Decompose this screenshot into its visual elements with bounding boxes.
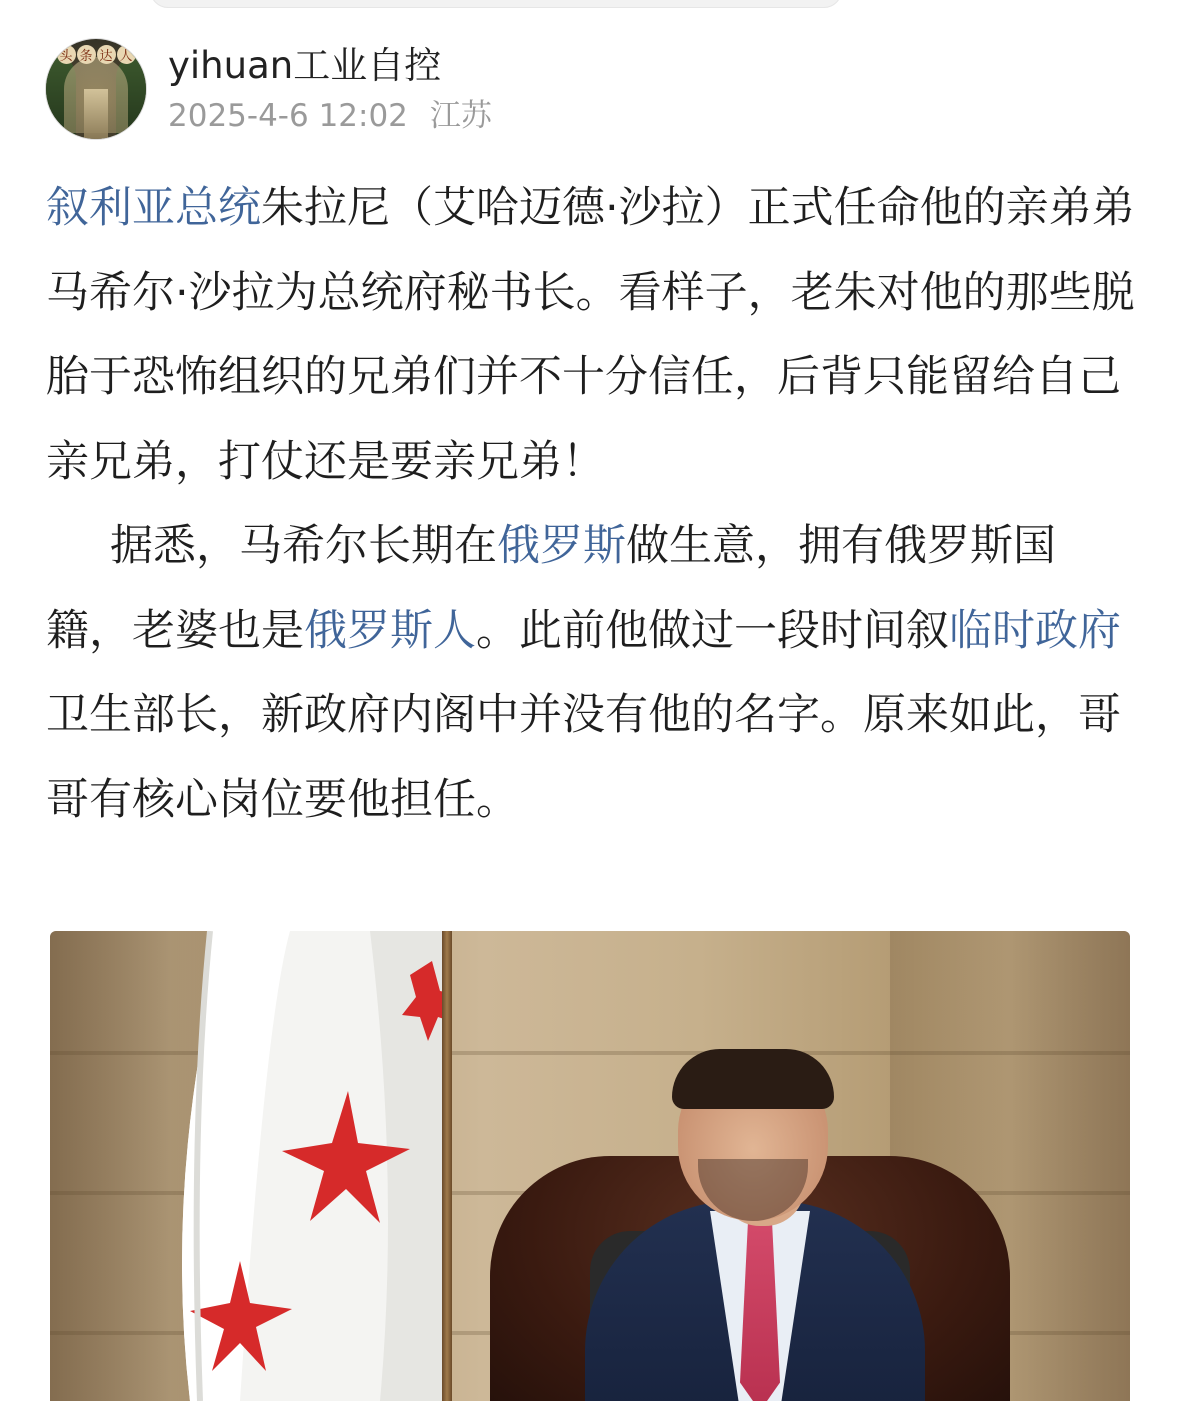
paragraph-text: 朱拉尼（艾哈迈德·沙拉）正式任命他的亲弟弟马希尔·沙拉为总统府秘书长。看样子，老朱对他的那些脱胎于恐怖组织的兄弟们并不十分信任，后背只能留给自己亲兄弟，打仗还是要亲兄弟！	[46, 183, 1135, 487]
paragraph-2	[46, 504, 1136, 842]
paragraph-1	[46, 166, 1136, 504]
paragraph-text: 据悉，马希尔长期在	[110, 521, 497, 571]
search-bar[interactable]	[150, 0, 842, 8]
topic-link-interim-government[interactable]: 临时政府	[949, 605, 1121, 656]
avatar-badge-char: 头	[57, 45, 76, 64]
topic-link-russians[interactable]: 俄罗斯人	[304, 605, 476, 656]
flag-pole	[442, 931, 452, 1401]
avatar-path	[84, 89, 108, 139]
post-image[interactable]	[50, 931, 1130, 1401]
person-hair	[672, 1049, 834, 1109]
user-info	[168, 43, 492, 135]
post-timestamp: 2025-4-6 12:02	[168, 98, 408, 134]
post-header	[46, 38, 492, 140]
flag-image	[170, 931, 450, 1401]
author-name[interactable]: yihuan工业自控	[168, 44, 442, 87]
post-meta	[168, 97, 492, 135]
paragraph-text: 做生意，拥有俄罗斯国籍，老婆也是	[46, 521, 1056, 656]
topic-link-syria-president[interactable]: 叙利亚总统	[46, 183, 261, 233]
avatar-badge-char: 人	[117, 45, 136, 64]
avatar-badge-char: 条	[77, 45, 96, 64]
post-location: 江苏	[429, 98, 492, 134]
avatar-badge-char: 达	[97, 45, 116, 64]
paragraph-text: 卫生部长，新政府内阁中并没有他的名字。原来如此，哥哥有核心岗位要他担任。	[46, 690, 1121, 825]
paragraph-text: 。此前他做过一段时间叙	[476, 605, 949, 656]
post-body	[46, 166, 1136, 842]
avatar[interactable]	[46, 39, 146, 139]
avatar-badge	[56, 43, 136, 65]
topic-link-russia[interactable]: 俄罗斯	[497, 521, 626, 571]
